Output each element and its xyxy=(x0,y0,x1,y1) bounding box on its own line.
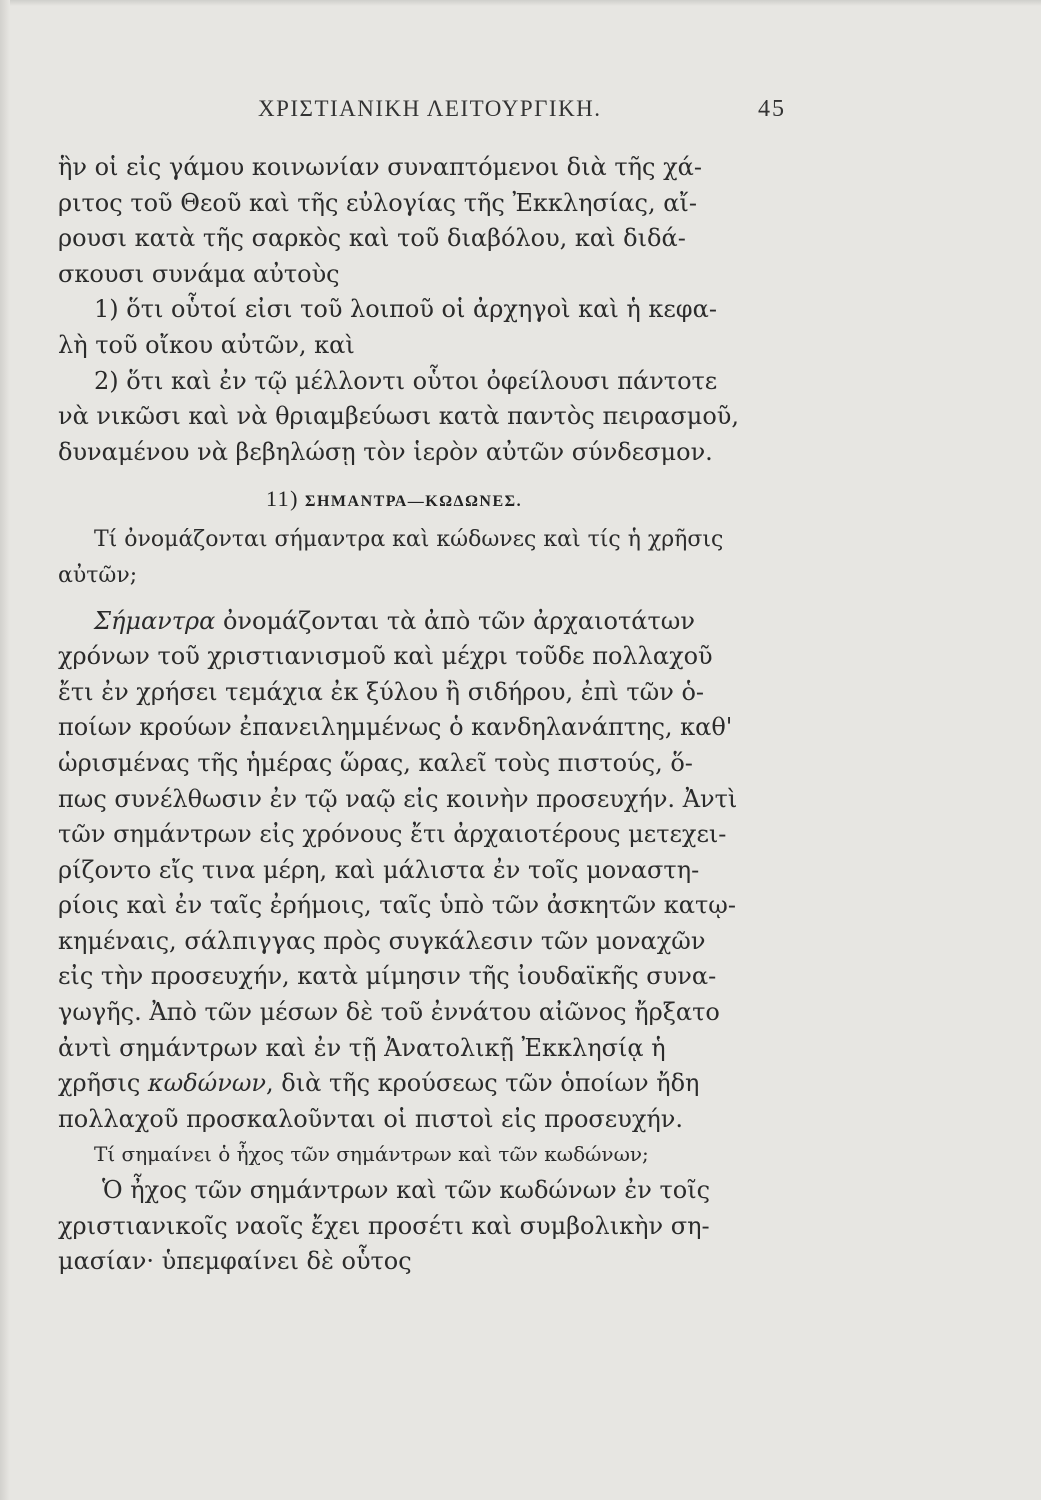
text-line: πως συνέλθωσιν ἐν τῷ ναῷ εἰς κοινὴν προσευχήν. Ἀντὶ xyxy=(58,784,738,813)
text-line: ρίζοντο εἴς τινα μέρη, καὶ μάλιστα ἐν τοῖς μοναστη- xyxy=(58,855,700,884)
running-head xyxy=(0,96,1041,136)
scan-edge-top xyxy=(0,0,1041,6)
text-line: 2) ὅτι καὶ ἐν τῷ μέλλοντι οὗτοι ὀφείλουσι πάντοτε xyxy=(94,366,718,395)
numbered-item-2 xyxy=(58,364,798,471)
text-line: εἰς τὴν προσευχήν, κατὰ μίμησιν τῆς ἰουδαϊκῆς συνα- xyxy=(58,962,717,991)
text-line xyxy=(58,604,798,640)
page-body xyxy=(58,150,798,1280)
text-fragment: χρῆσις xyxy=(58,1069,148,1098)
text-line: ὡρισμένας τῆς ἡμέρας ὥρας, καλεῖ τοὺς πιστούς, ὅ- xyxy=(58,748,693,777)
text-fragment: , διὰ τῆς κρούσεως τῶν ὁποίων ἤδη xyxy=(265,1069,700,1098)
question-line: Τί ὀνομάζονται σήμαντρα καὶ κώδωνες καὶ τίς ἡ χρῆσις xyxy=(94,527,724,553)
section-heading xyxy=(58,470,798,522)
question-line: αὐτῶν; xyxy=(58,562,138,588)
text-line: λὴ τοῦ οἴκου αὐτῶν, καὶ xyxy=(58,330,355,359)
text-line: χρόνων τοῦ χριστιανισμοῦ καὶ μέχρι τοῦδε πολλαχοῦ xyxy=(58,642,713,671)
term-semantra: Σήμαντρα xyxy=(94,606,216,635)
text-line: ποίων κρούων ἐπανειλημμένως ὁ κανδηλανάπτης, καθ' xyxy=(58,713,733,742)
section-number: 11) xyxy=(266,486,300,512)
text-fragment: ὀνομάζονται τὰ ἀπὸ τῶν ἀρχαιοτάτων xyxy=(215,606,695,635)
text-line: χριστιανικοῖς ναοῖς ἔχει προσέτι καὶ συμβολικὴν ση- xyxy=(58,1211,710,1240)
text-line: ἔτι ἐν χρήσει τεμάχια ἐκ ξύλου ἢ σιδήρου, ἐπὶ τῶν ὁ- xyxy=(58,677,705,706)
question-1 xyxy=(58,522,798,593)
term-kodones: κωδώνων xyxy=(147,1069,266,1098)
running-title: ΧΡΙΣΤΙΑΝΙΚΗ ΛΕΙΤΟΥΡΓΙΚΗ. xyxy=(258,96,602,121)
section-title: ΣΗΜΑΝΤΡΑ—ΚΩΔΩΝΕΣ. xyxy=(305,493,523,511)
numbered-item-1 xyxy=(58,292,798,363)
text-line: πολλαχοῦ προσκαλοῦνται οἱ πιστοὶ εἰς προσευχήν. xyxy=(58,1104,683,1133)
text-line: ριτος τοῦ Θεοῦ καὶ τῆς εὐλογίας τῆς Ἐκκλησίας, αἴ- xyxy=(58,188,697,217)
text-line: ρίοις καὶ ἐν ταῖς ἐρήμοις, ταῖς ὑπὸ τῶν ἀσκητῶν κατῳ- xyxy=(58,891,736,920)
text-line: ρουσι κατὰ τῆς σαρκὸς καὶ τοῦ διαβόλου, καὶ διδά- xyxy=(58,224,686,253)
text-line: σκουσι συνάμα αὐτοὺς xyxy=(58,259,340,288)
text-line: ἀντὶ σημάντρων καὶ ἐν τῇ Ἀνατολικῇ Ἐκκλησίᾳ ἡ xyxy=(58,1033,666,1062)
scan-edge-left xyxy=(0,0,10,1500)
paragraph-continuation xyxy=(58,150,798,292)
question-line: Τί σημαίνει ὁ ἦχος τῶν σημάντρων καὶ τῶν κωδώνων; xyxy=(94,1142,649,1167)
text-line: Ὁ ἦχος τῶν σημάντρων καὶ τῶν κωδώνων ἐν τοῖς xyxy=(102,1176,711,1205)
text-line: ἣν οἱ εἰς γάμου κοινωνίαν συναπτόμενοι διὰ τῆς χά- xyxy=(58,153,702,181)
text-line: κημέναις, σάλπιγγας πρὸς συγκάλεσιν τῶν μοναχῶν xyxy=(58,926,706,955)
answer-2 xyxy=(58,1173,798,1280)
text-line xyxy=(58,1066,798,1102)
text-line: νὰ νικῶσι καὶ νὰ θριαμβεύωσι κατὰ παντὸς πειρασμοῦ, xyxy=(58,402,740,431)
page-number: 45 xyxy=(758,96,786,122)
question-2 xyxy=(58,1137,798,1173)
answer-1 xyxy=(58,604,798,1138)
text-line: 1) ὅτι οὗτοί εἰσι τοῦ λοιποῦ οἱ ἀρχηγοὶ καὶ ἡ κεφα- xyxy=(94,295,717,324)
text-line: μασίαν· ὑπεμφαίνει δὲ οὗτος xyxy=(58,1247,412,1276)
text-line: τῶν σημάντρων εἰς χρόνους ἔτι ἀρχαιοτέρους μετεχει- xyxy=(58,820,727,849)
text-line: δυναμένου νὰ βεβηλώσῃ τὸν ἱερὸν αὐτῶν σύνδεσμον. xyxy=(58,437,713,466)
text-line: γωγῆς. Ἀπὸ τῶν μέσων δὲ τοῦ ἐννάτου αἰῶνος ἤρξατο xyxy=(58,998,720,1027)
